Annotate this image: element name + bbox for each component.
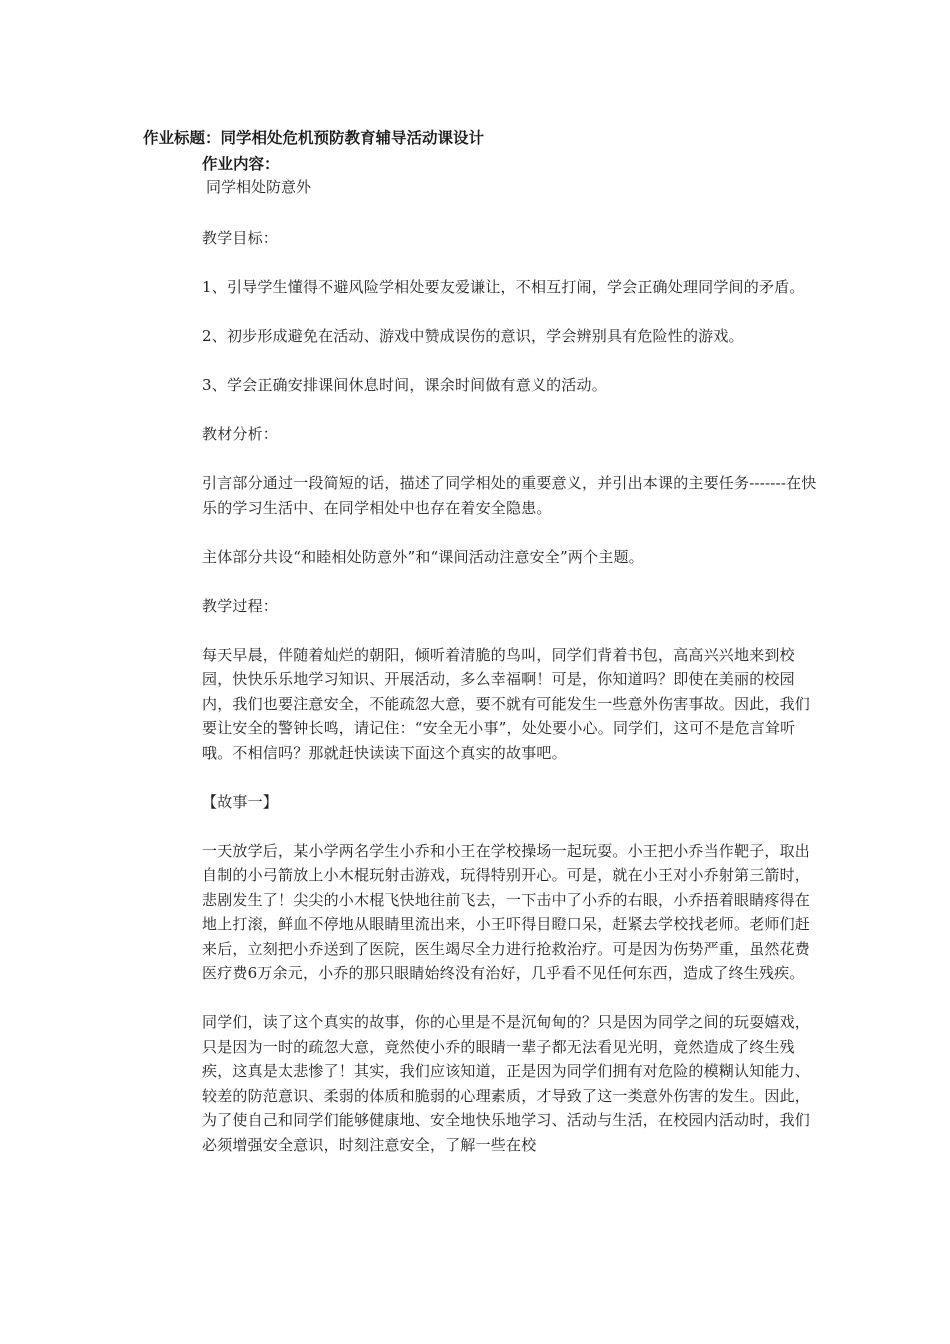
- analysis-heading: 教材分析：: [202, 425, 279, 443]
- analysis-paragraph-2: 主体部分共设“和睦相处防意外”和“课间活动注意安全”两个主题。: [202, 547, 644, 566]
- process-heading: 教学过程：: [202, 596, 279, 615]
- goal-item-3: 3、学会正确安排课间休息时间，课余时间做有意义的活动。: [202, 376, 607, 394]
- story-heading: 【故事一】: [202, 792, 279, 811]
- assignment-title: 作业标题：同学相处危机预防教育辅导活动课设计: [143, 129, 485, 147]
- goal-item-1: 1、引导学生懂得不避风险学相处要友爱谦让，不相互打闹，学会正确处理同学间的矛盾。: [202, 278, 805, 296]
- lesson-subtitle: 同学相处防意外: [206, 178, 312, 196]
- reflection-paragraph-1: 同学们，读了这个真实的故事，你的心里是不是沉甸甸的？只是因为同学之间的玩耍嬉戏，只是因为一时的疏忽大意，竟然使小乔的眼睛一辈子都无法看见光明，竟然造成了终生残疾，这真是太悲惨了！其实，我们应该知道，正是因为同学们拥有对危险的模糊认知能力、较差的防范意识、柔弱的体质和脆弱的心理素质，才导致了这一类意外伤害的发生。因此，为了使自己和同学们能够健康地、安全地快乐地学习、活动与生活，在校园内活动时，我们必须增强安全意识，时刻注意安全，了解一些在校: [202, 1013, 811, 1154]
- analysis-paragraph-1: 引言部分通过一段简短的话，描述了同学相处的重要意义，并引出本课的主要任务-------在快乐的学习生活中、在同学相处中也存在着安全隐患。: [202, 474, 817, 517]
- assignment-content-label: 作业内容：: [202, 155, 280, 173]
- goals-heading: 教学目标：: [202, 229, 279, 247]
- goal-item-2: 2、初步形成避免在活动、游戏中赞成误伤的意识，学会辨别具有危险性的游戏。: [202, 327, 744, 345]
- process-paragraph-1: 每天早晨，伴随着灿烂的朝阳，倾听着清脆的鸟叫，同学们背着书包，高高兴兴地来到校园，快快乐乐地学习知识、开展活动，多么幸福啊！可是，你知道吗？即使在美丽的校园内，我们也要注意安全，不能疏忽大意，要不就有可能发生一些意外伤害事故。因此，我们要让安全的警钟长鸣，请记住：“安全无小事”，处处要小心。同学们，这可不是危言耸听哦。不相信吗？那就赶快读读下面这个真实的故事吧。: [202, 645, 811, 762]
- document-body: [202, 226, 824, 1182]
- story-paragraph-1: 一天放学后，某小学两名学生小乔和小王在学校操场一起玩耍。小王把小乔当作靶子，取出自制的小弓箭放上小木棍玩射击游戏，玩得特别开心。可是，就在小王对小乔射第三箭时，悲剧发生了！尖尖的小木棍飞快地往前飞去，一下击中了小乔的右眼，小乔捂着眼睛疼得在地上打滚，鲜血不停地从眼睛里流出来，小王吓得目瞪口呆，赶紧去学校找老师。老师们赶来后，立刻把小乔送到了医院，医生竭尽全力进行抢救治疗。可是因为伤势严重，虽然花费医疗费6万余元，小乔的那只眼睛始终没有治好，几乎看不见任何东西，造成了终生残疾。: [202, 841, 811, 982]
